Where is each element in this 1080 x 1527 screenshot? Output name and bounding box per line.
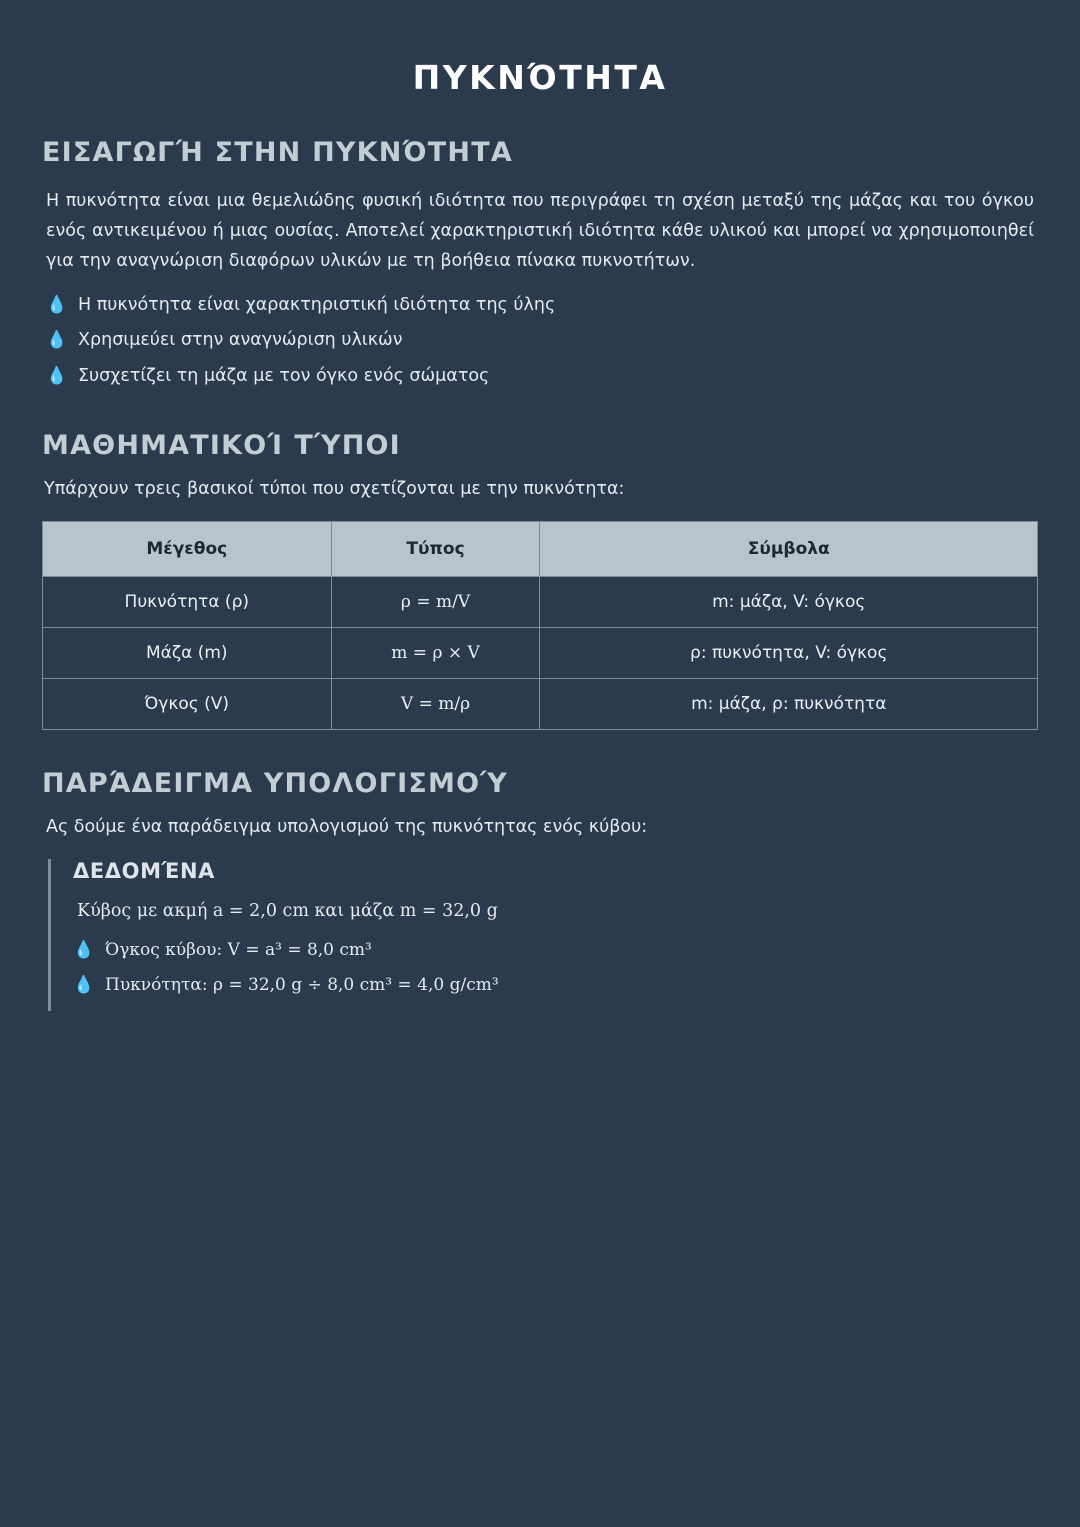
list-item-label: Όγκος κύβου: V = a³ = 8,0 cm³ [105,939,372,960]
cell-symbols: m: μάζα, V: όγκος [540,576,1038,627]
list-item [46,327,1038,354]
page-title: ΠΥΚΝΌΤΗΤΑ [412,58,668,97]
data-callout-given: Κύβος με ακμή a = 2,0 cm και μάζα m = 32,0 g [77,900,498,921]
water-drop-icon: 💧 [46,365,68,386]
water-drop-icon: 💧 [46,295,68,316]
cell-formula: V = m/ρ [331,678,540,729]
list-item [73,972,1038,999]
cell-quantity: Μάζα (m) [43,627,332,678]
list-item-label: Πυκνότητα: ρ = 32,0 g ÷ 8,0 cm³ = 4,0 g/cm³ [105,974,499,995]
list-item-label: Η πυκνότητα είναι χαρακτηριστική ιδιότητα της ύλης [78,295,556,316]
intro-paragraph: Η πυκνότητα είναι μια θεμελιώδης φυσική ιδιότητα που περιγράφει τη σχέση μεταξύ της μάζας και του όγκου ενός αντικειμένου ή μιας ουσίας. Αποτελεί χαρακτηριστική ιδιότητα κάθε υλικού και μπορεί να χρησιμοποιηθεί για την αναγνώριση διαφόρων υλικών με τη βοήθεια πίνακα πυκνοτήτων. [46,191,1034,272]
example-step-list [73,937,1038,999]
list-item [73,937,1038,964]
cell-symbols: ρ: πυκνότητα, V: όγκος [540,627,1038,678]
list-item [46,292,1038,319]
example-lead-text: Ας δούμε ένα παράδειγμα υπολογισμού της πυκνότητας ενός κύβου: [46,816,648,837]
water-drop-icon: 💧 [73,939,95,960]
list-item-label: Συσχετίζει τη μάζα με τον όγκο ενός σώματος [78,365,490,386]
table-header-row [43,521,1038,576]
intro-bullet-list [42,292,1038,389]
table-row [43,627,1038,678]
list-item-label: Χρησιμεύει στην αναγνώριση υλικών [78,330,403,351]
column-header-symbols: Σύμβολα [540,521,1038,576]
cell-formula: m = ρ × V [331,627,540,678]
cell-formula: ρ = m/V [331,576,540,627]
formulas-lead-text: Υπάρχουν τρεις βασικοί τύποι που σχετίζονται με την πυκνότητα: [44,478,625,499]
section-heading-formulas: ΜΑΘΗΜΑΤΙΚΟΊ ΤΎΠΟΙ [42,429,401,461]
section-heading-intro: ΕΙΣΑΓΩΓΉ ΣΤΗΝ ΠΥΚΝΌΤΗΤΑ [42,137,513,168]
data-callout-title: ΔΕΔΟΜΈΝΑ [73,858,215,883]
column-header-formula: Τύπος [331,521,540,576]
cell-symbols: m: μάζα, ρ: πυκνότητα [540,678,1038,729]
list-item [46,363,1038,390]
section-heading-example: ΠΑΡΆΔΕΙΓΜΑ ΥΠΟΛΟΓΙΣΜΟΎ [42,767,508,799]
table-row [43,576,1038,627]
table-row [43,678,1038,729]
water-drop-icon: 💧 [73,974,95,995]
column-header-quantity: Μέγεθος [43,521,332,576]
water-drop-icon: 💧 [46,330,68,351]
cell-quantity: Πυκνότητα (ρ) [43,576,332,627]
data-callout [48,859,1038,1011]
cell-quantity: Όγκος (V) [43,678,332,729]
formula-table [42,521,1038,730]
